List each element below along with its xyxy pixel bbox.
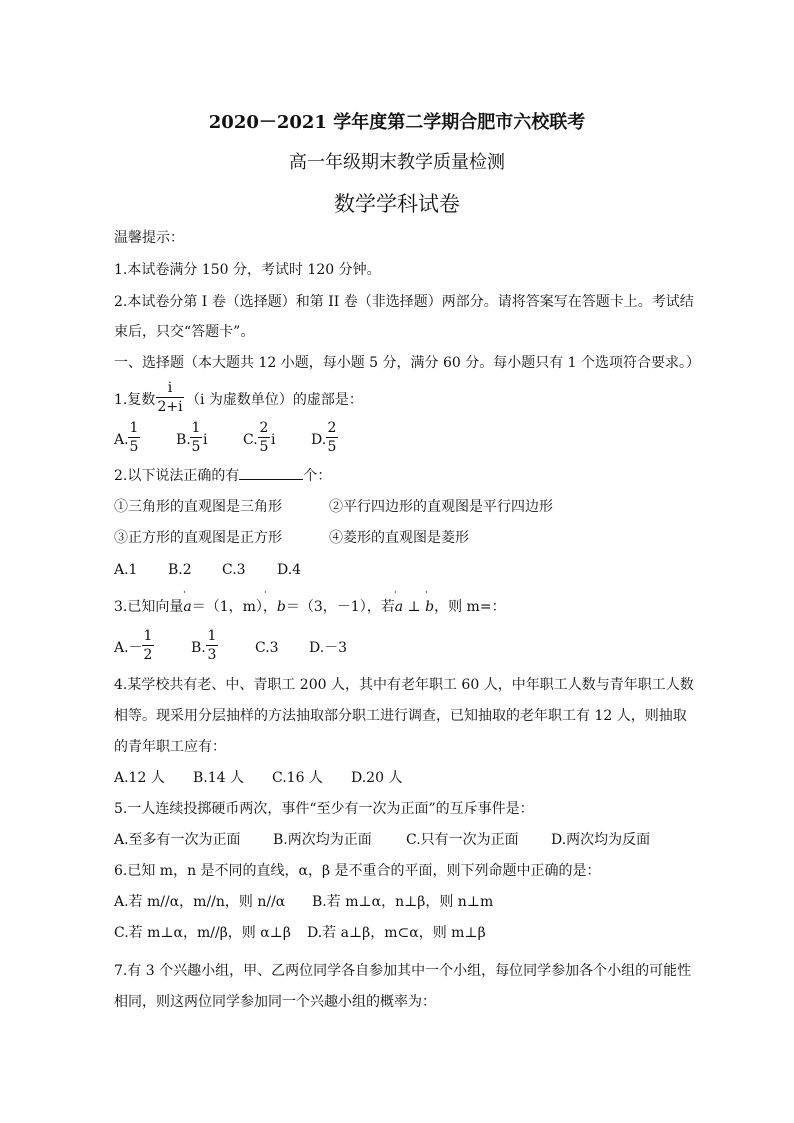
q4-option-a: A.12 人 (114, 770, 165, 786)
q6-option-d: D.若 a⊥β，m⊂α，则 m⊥β (307, 925, 486, 941)
q3-vector-b2-arrow: ˈ (425, 591, 428, 601)
q4-option-d: D.20 人 (351, 770, 403, 786)
q1-option-d-label: D. (311, 432, 327, 448)
q1-option-c-label: C. (243, 432, 258, 448)
q3-option-b-label: B. (191, 640, 206, 656)
q2-stem (114, 467, 331, 485)
q3-stem-part3: ＝（3，－1），若 (285, 599, 395, 615)
q6-option-a: A.若 m//α，m//n，则 n//α (114, 894, 286, 910)
q3-option-b-num: 1 (207, 628, 217, 644)
q6-option-c: C.若 m⊥α，m//β，则 α⊥β (114, 925, 291, 941)
q3-option-b-fraction (206, 628, 218, 663)
q1-prefix: 1.复数 (114, 392, 156, 408)
exam-title-line2: 高一年级期末教学质量检测 (289, 152, 505, 173)
q1-option-b-label: B. (176, 432, 191, 448)
exam-title-line3: 数学学科试卷 (334, 192, 460, 216)
q1-option-d-den: 5 (327, 439, 337, 455)
q4-line-3: 的青年职工应有： (114, 739, 226, 755)
q1-option-a-fraction (128, 420, 140, 455)
q4-line-2: 相等。现采用分层抽样的方法抽取部分职工进行调查，已知抽取的老年职工有 12 人，则抽取 (114, 708, 687, 724)
q4-option-b: B.14 人 (193, 770, 245, 786)
q1-option-d-num: 2 (327, 420, 337, 436)
q3-vector-a2-arrow: ˈ (394, 591, 397, 601)
tips-item-2a: 2.本试卷分第 I 卷（选择题）和第 II 卷（非选择题）两部分。请将答案写在答题卡上。考试结 (114, 294, 694, 310)
q1-option-b-fraction (190, 420, 202, 455)
q4-option-c: C.16 人 (272, 770, 323, 786)
q3-vector-a-arrow: ˈ (183, 591, 186, 601)
q1-option-b-den: 5 (191, 439, 201, 455)
q1-option-c-fraction (258, 420, 270, 455)
q3-option-a-num: 1 (143, 628, 153, 644)
tips-item-1: 1.本试卷满分 150 分，考试时 120 分钟。 (114, 262, 381, 278)
q3-vector-b-arrow: ˈ (264, 591, 267, 601)
q3-option-a-label: A.－ (114, 640, 143, 656)
q6-option-b: B.若 m⊥α，n⊥β，则 n⊥m (312, 894, 494, 910)
q5-stem: 5.一人连续投掷硬币两次，事件“至少有一次为正面”的互斥事件是： (114, 801, 534, 817)
exam-title-line1: 2020－2021 学年度第二学期合肥市六校联考 (208, 112, 586, 133)
q5-option-a: A.至多有一次为正面 (114, 832, 241, 848)
q1-fraction-bar (156, 397, 184, 398)
q1-option-d-bar (326, 437, 338, 438)
q1-option-a-num: 1 (129, 420, 139, 436)
q1-option-d-fraction (326, 420, 338, 455)
section1-heading: 一、选择题（本大题共 12 小题，每小题 5 分，满分 60 分。每小题只有 1 个选项符合要求。） (114, 355, 701, 371)
q3-option-a-den: 2 (143, 647, 153, 663)
q3-option-d: D.－3 (309, 640, 348, 656)
q3-stem-part4: ，则 m=： (434, 599, 506, 615)
q7-line-2: 相同，则这两位同学参加同一个兴趣小组的概率为： (114, 994, 436, 1010)
q4-line-1: 4.某学校共有老、中、青职工 200 人，其中有老年职工 60 人，中年职工人数与青年职工人数 (114, 677, 694, 693)
q1-fraction-numerator: i (167, 380, 173, 396)
q3-vector-a2: a (394, 599, 404, 615)
q5-option-b: B.两次均为正面 (273, 832, 372, 848)
q2-option-a: A.1 (114, 562, 138, 578)
q1-option-c-suffix: i (271, 432, 276, 448)
q1-fraction (156, 380, 184, 415)
q1-suffix: （i 为虚数单位）的虚部是： (186, 392, 363, 408)
q1-option-b-suffix: i (203, 432, 208, 448)
q2-stem-prefix: 2.以下说法正确的有 (114, 468, 240, 484)
q3-stem (114, 598, 506, 616)
q1-option-c-num: 2 (259, 420, 269, 436)
q2-option-c: C.3 (222, 562, 246, 578)
q3-vector-b2: b (425, 599, 435, 615)
q1-option-b-num: 1 (191, 420, 201, 436)
q6-stem: 6.已知 m，n 是不同的直线，α，β 是不重合的平面，则下列命题中正确的是： (114, 863, 601, 879)
q1-option-a-bar (128, 437, 140, 438)
q3-option-b-bar (206, 645, 218, 646)
q3-stem-part2: ＝（1，m）， (191, 599, 277, 615)
q5-option-d: D.两次均为反面 (551, 832, 651, 848)
q3-option-a-bar (142, 645, 154, 646)
q2-stem-suffix: 个： (303, 468, 332, 484)
q3-perp: ⊥ (403, 599, 426, 615)
q2-answer-blank (239, 467, 303, 480)
q2-statement-1: ①三角形的直观图是三角形 (114, 499, 282, 515)
tips-heading: 温馨提示： (114, 230, 184, 246)
q3-stem-part1: 3.已知向量 (114, 599, 184, 615)
q3-option-b-den: 3 (207, 647, 217, 663)
q2-statement-2: ②平行四边形的直观图是平行四边形 (329, 499, 553, 515)
q1-option-a-den: 5 (129, 439, 139, 455)
q1-option-c-bar (258, 437, 270, 438)
q1-option-b-bar (190, 437, 202, 438)
tips-item-2b: 束后，只交“答题卡”。 (114, 324, 255, 340)
q3-vector-b: b (276, 599, 286, 615)
q1-option-c-den: 5 (259, 439, 269, 455)
q1-fraction-denominator: 2+i (157, 399, 183, 415)
q3-vector-a: a (183, 599, 192, 615)
q2-option-b: B.2 (168, 562, 192, 578)
q5-option-c: C.只有一次为正面 (406, 832, 519, 848)
q2-statement-3: ③正方形的直观图是正方形 (114, 530, 282, 546)
q2-option-d: D.4 (277, 562, 302, 578)
q3-option-c: C.3 (255, 640, 279, 656)
q2-statement-4: ④菱形的直观图是菱形 (329, 530, 469, 546)
q3-option-a-fraction (142, 628, 154, 663)
q1-option-a-label: A. (114, 432, 129, 448)
q7-line-1: 7.有 3 个兴趣小组，甲、乙两位同学各自参加其中一个小组，每位同学参加各个小组的可能性 (114, 963, 692, 979)
